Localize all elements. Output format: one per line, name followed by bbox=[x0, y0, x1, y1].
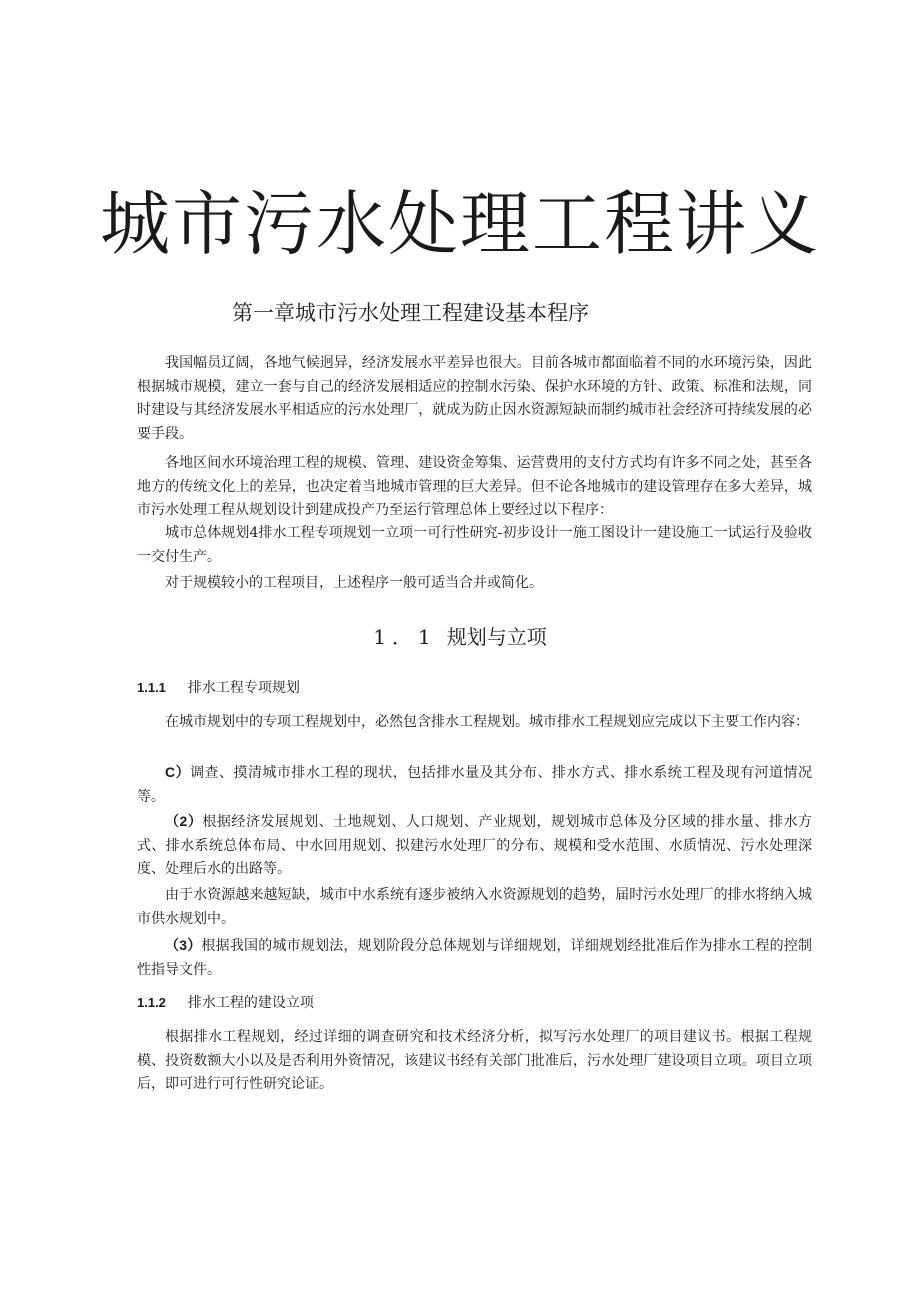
subsection-number: 1.1.2 bbox=[137, 995, 166, 1010]
list-marker: （2） bbox=[165, 813, 203, 829]
paragraph-text: 根据我国的城市规划法，规划阶段分总体规划与详细规划，详细规划经批准后作为排水工程的控制性指导文件。 bbox=[137, 938, 812, 978]
section-number: 1．1 bbox=[373, 625, 437, 649]
body-paragraph bbox=[137, 884, 812, 931]
subsection-heading-1-1-2 bbox=[137, 992, 314, 1014]
body-paragraph bbox=[137, 711, 812, 735]
subsection-heading-1-1-1 bbox=[137, 677, 300, 699]
paragraph-text: 根据经济发展规划、土地规划、人口规划、产业规划，规划城市总体及分区域的排水量、排水方式、排水系统总体布局、中水回用规划、拟建污水处理厂的分布、规模和受水范围、水质情况、污水处理深度、处理后水的出路等。 bbox=[137, 814, 812, 877]
paragraph-text: 根据排水工程规划，经过详细的调查研究和技术经济分析，拟写污水处理厂的项目建议书。根据工程规模、投资数额大小以及是否利用外资情况，该建议书经有关部门批准后，污水处理厂建设项目立项。项目立项后，即可进行可行性研究论证。 bbox=[137, 1029, 812, 1092]
subsection-title: 排水工程的建设立项 bbox=[187, 995, 314, 1011]
list-item-2 bbox=[137, 810, 812, 882]
list-marker: （3） bbox=[165, 937, 202, 953]
body-paragraph bbox=[137, 1026, 812, 1097]
paragraph-text: 调查、摸清城市排水工程的现状，包括排水量及其分布、排水方式、排水系统工程及现有河道情况等。 bbox=[137, 765, 812, 805]
subsection-number: 1.1.1 bbox=[137, 680, 166, 695]
section-heading-1-1 bbox=[0, 622, 920, 652]
intro-paragraph-1: 我国幅员辽阔，各地气候迥异，经济发展水平差异也很大。目前各城市都面临着不同的水环境污染，因此根据城市规模，建立一套与自己的经济发展相适应的控制水污染、保护水环境的方针、政策、标准和法规，同时建设与其经济发展水平相适应的污水处理厂，就成为防止因水资源短缺而制约城市社会经济可持续发展的必要手段。 bbox=[137, 355, 812, 442]
document-title: 城市污水处理工程讲义 bbox=[100, 183, 820, 265]
paragraph-text: 在城市规划中的专项工程规划中，必然包含排水工程规划。城市排水工程规划应完成以下主要工作内容： bbox=[165, 714, 809, 730]
intro-paragraph-3: 城市总体规划4排水工程专项规划一立项一可行性研究-初步设计一施工图设计一建设施工一试运行及验收一交付生产。 bbox=[137, 525, 812, 565]
list-marker: C） bbox=[165, 764, 191, 780]
intro-paragraph-4: 对于规模较小的工程项目，上述程序一般可适当合并或简化。 bbox=[165, 575, 543, 591]
paragraph-text: 由于水资源越来越短缺，城市中水系统有逐步被纳入水资源规划的趋势，届时污水处理厂的排水将纳入城市供水规划中。 bbox=[137, 887, 812, 927]
chapter-heading: 第一章城市污水处理工程建设基本程序 bbox=[232, 301, 589, 325]
section-title: 规划与立项 bbox=[446, 625, 547, 649]
intro-paragraph-2: 各地区间水环境治理工程的规模、管理、建设资金筹集、运营费用的支付方式均有许多不同之处，甚至各地方的传统文化上的差异，也决定着当地城市管理的巨大差异。但不论各地城市的建设管理存在多大差异，城市污水处理工程从规划设计到建成投产乃至运行管理总体上要经过以下程序： bbox=[137, 455, 812, 518]
list-item-c bbox=[137, 761, 812, 809]
subsection-title: 排水工程专项规划 bbox=[187, 680, 300, 696]
list-item-3 bbox=[137, 934, 812, 982]
